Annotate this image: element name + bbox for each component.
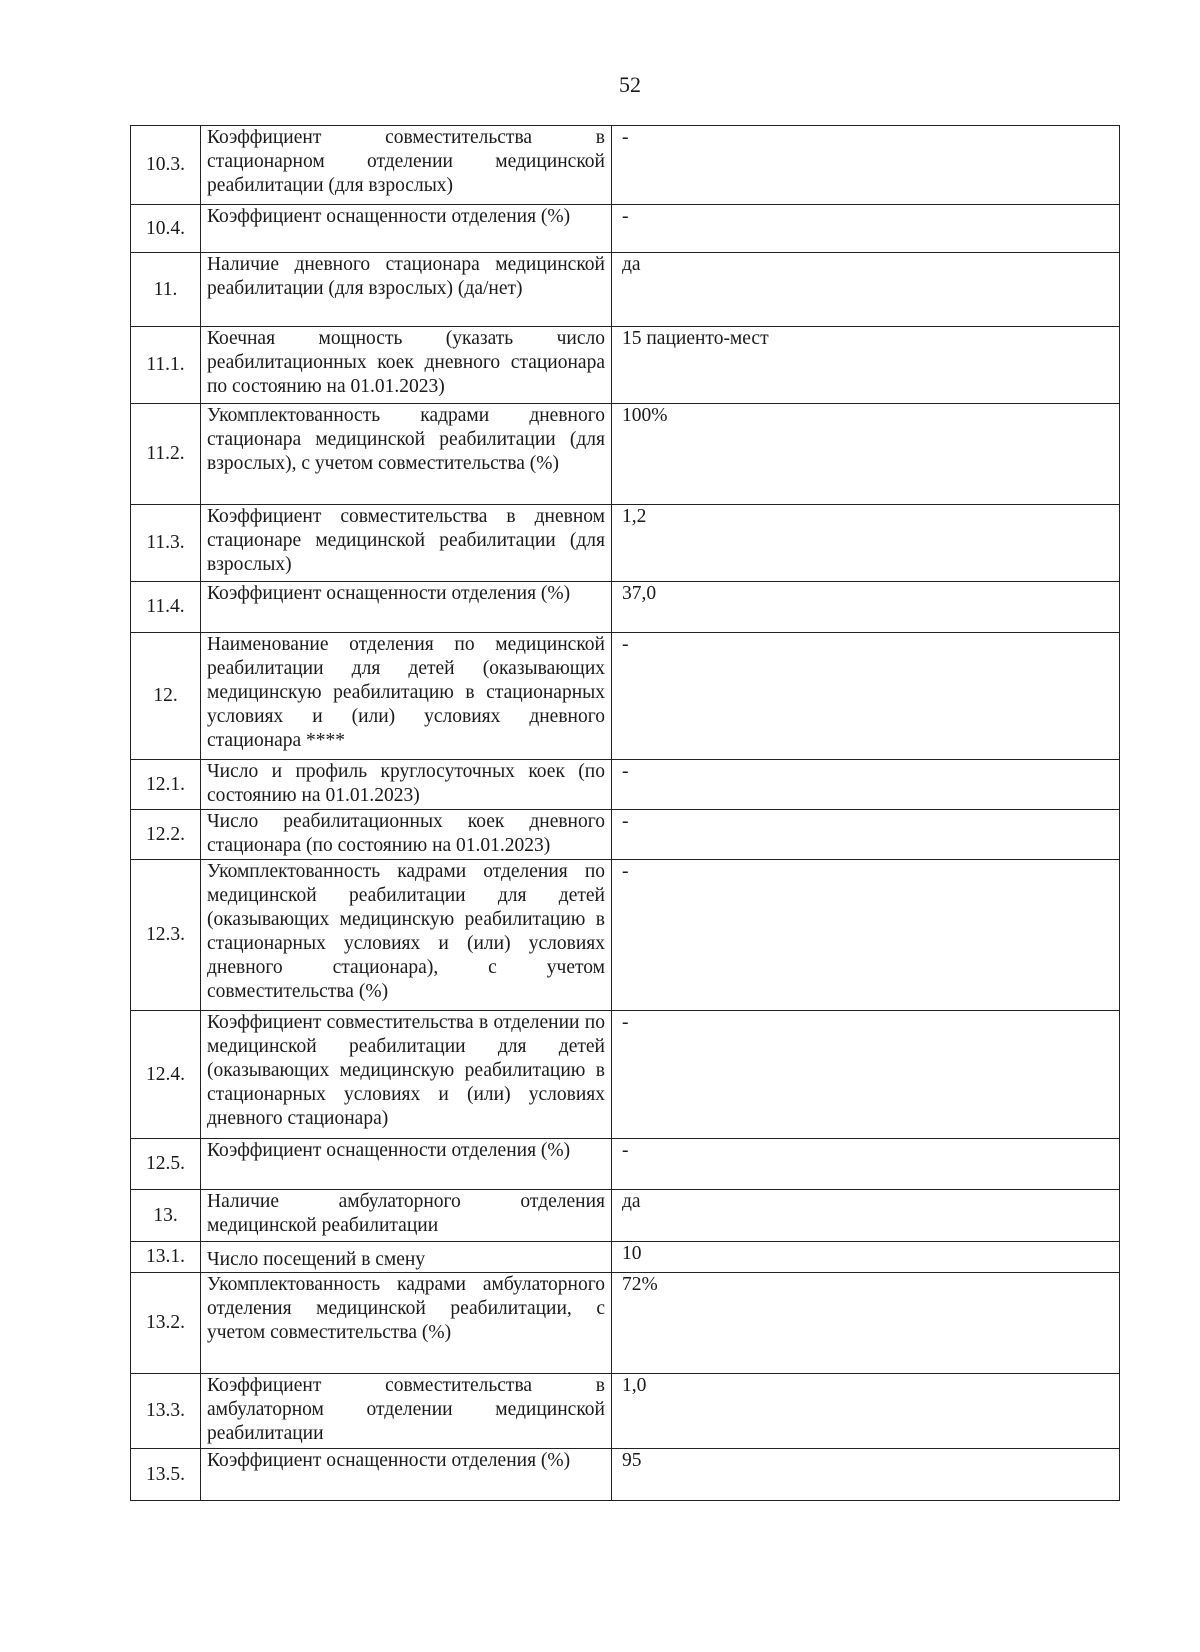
table-row — [131, 860, 1120, 1011]
row-number: 12. — [131, 633, 201, 760]
table-row — [131, 505, 1120, 582]
row-value: 95 — [612, 1449, 1120, 1501]
row-value: - — [612, 633, 1120, 760]
row-description: Коэффициент совместительства в дневном стационаре медицинской реабилитации (для взрослых) — [201, 505, 612, 582]
row-number: 10.3. — [131, 126, 201, 205]
table-row — [131, 1449, 1120, 1501]
row-value: 1,0 — [612, 1374, 1120, 1449]
row-value: 37,0 — [612, 582, 1120, 633]
row-number: 12.2. — [131, 810, 201, 860]
row-description: Коечная мощность (указать число реабилитационных коек дневного стационара по состоянию на 01.01.2023) — [201, 327, 612, 404]
table-row — [131, 1139, 1120, 1190]
page-number: 52 — [619, 72, 641, 97]
row-description: Коэффициент совместительства в отделении по медицинской реабилитации для детей (оказывающих медицинскую реабилитацию в стационарных условиях и (или) условиях дневного стационара) — [201, 1011, 612, 1139]
row-description: Число реабилитационных коек дневного стационара (по состоянию на 01.01.2023) — [201, 810, 612, 860]
table-row — [131, 253, 1120, 327]
row-value: да — [612, 1190, 1120, 1242]
row-number: 13.3. — [131, 1374, 201, 1449]
row-number: 10.4. — [131, 205, 201, 253]
row-value: - — [612, 810, 1120, 860]
row-description: Число и профиль круглосуточных коек (по состоянию на 01.01.2023) — [201, 760, 612, 810]
row-description: Коэффициент оснащенности отделения (%) — [201, 582, 612, 633]
row-description: Наименование отделения по медицинской реабилитации для детей (оказывающих медицинскую реабилитацию в стационарных условиях и (или) условиях дневного стационара **** — [201, 633, 612, 760]
row-value: 1,2 — [612, 505, 1120, 582]
row-description: Укомплектованность кадрами отделения по медицинской реабилитации для детей (оказывающих медицинскую реабилитацию в стационарных условиях и (или) условиях дневного стационара), с учетом совместительства (%) — [201, 860, 612, 1011]
row-number: 13.5. — [131, 1449, 201, 1501]
row-number: 12.1. — [131, 760, 201, 810]
table-row — [131, 633, 1120, 760]
table-row — [131, 327, 1120, 404]
table-row — [131, 582, 1120, 633]
table-row — [131, 1374, 1120, 1449]
row-description: Наличие дневного стационара медицинской реабилитации (для взрослых) (да/нет) — [201, 253, 612, 327]
row-description: Коэффициент совместительства в амбулаторном отделении медицинской реабилитации — [201, 1374, 612, 1449]
row-number: 13.1. — [131, 1242, 201, 1273]
row-description: Число посещений в смену — [201, 1242, 612, 1273]
row-description: Коэффициент оснащенности отделения (%) — [201, 205, 612, 253]
row-value: - — [612, 1139, 1120, 1190]
row-value: - — [612, 860, 1120, 1011]
row-value: - — [612, 760, 1120, 810]
row-number: 13. — [131, 1190, 201, 1242]
row-description: Коэффициент совместительства в стационарном отделении медицинской реабилитации (для взрослых) — [201, 126, 612, 205]
row-description: Укомплектованность кадрами дневного стационара медицинской реабилитации (для взрослых), с учетом совместительства (%) — [201, 404, 612, 505]
table-row — [131, 1273, 1120, 1374]
row-number: 13.2. — [131, 1273, 201, 1374]
row-value: - — [612, 205, 1120, 253]
row-number: 11.2. — [131, 404, 201, 505]
row-description: Коэффициент оснащенности отделения (%) — [201, 1449, 612, 1501]
row-number: 11.3. — [131, 505, 201, 582]
indicators-table — [130, 125, 1120, 1501]
row-value: 72% — [612, 1273, 1120, 1374]
table-row — [131, 404, 1120, 505]
row-number: 11.4. — [131, 582, 201, 633]
row-value: 100% — [612, 404, 1120, 505]
row-description: Укомплектованность кадрами амбулаторного отделения медицинской реабилитации, с учетом совместительства (%) — [201, 1273, 612, 1374]
row-description: Коэффициент оснащенности отделения (%) — [201, 1139, 612, 1190]
row-value: - — [612, 126, 1120, 205]
row-value: 10 — [612, 1242, 1120, 1273]
row-number: 11. — [131, 253, 201, 327]
row-number: 12.3. — [131, 860, 201, 1011]
table-row — [131, 1190, 1120, 1242]
row-number: 11.1. — [131, 327, 201, 404]
row-description: Наличие амбулаторного отделения медицинской реабилитации — [201, 1190, 612, 1242]
table-row — [131, 810, 1120, 860]
row-value: 15 пациенто-мест — [612, 327, 1120, 404]
row-value: - — [612, 1011, 1120, 1139]
row-number: 12.5. — [131, 1139, 201, 1190]
row-number: 12.4. — [131, 1011, 201, 1139]
table-row — [131, 126, 1120, 205]
row-value: да — [612, 253, 1120, 327]
table-row — [131, 205, 1120, 253]
table-row — [131, 1242, 1120, 1273]
table-row — [131, 1011, 1120, 1139]
table-row — [131, 760, 1120, 810]
